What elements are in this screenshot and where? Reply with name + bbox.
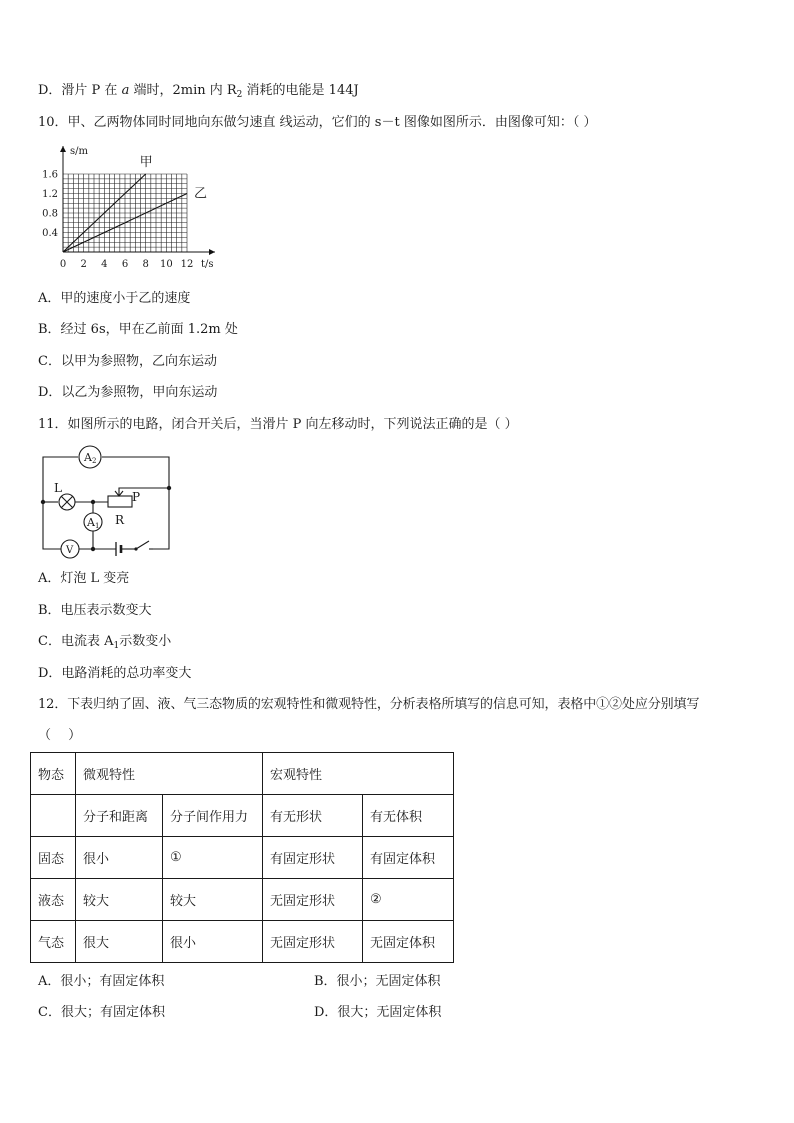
table-header-cell: 物态 [31,753,76,795]
y-axis-label: s/m [70,146,88,157]
q9-option-d-sub: 2 [236,90,243,100]
resistor-label: R [115,513,125,527]
q11-option-c [38,633,171,655]
junction-dot [167,486,171,490]
table-row [31,837,454,879]
table-cell: ① [163,837,263,879]
table-row [31,879,454,921]
x-tick-label: 0 [59,259,67,270]
q12-option-c: C．很大；有固定体积 [38,1005,165,1020]
x-tick-label: 12 [180,259,194,270]
junction-dot [41,500,45,504]
table-header-cell: 宏观特性 [263,753,454,795]
q9-option-d-var: a [121,83,130,98]
ammeter-a2-label: A2 [84,451,97,465]
q11-stem: 11．如图所示的电路，闭合开关后，当滑片 P 向左移动时，下列说法正确的是（ ） [38,417,518,432]
ammeter-a1-label: A1 [87,516,100,530]
q9-option-d-mid: 端时，2min 内 R [129,83,237,98]
q11-option-d: D．电路消耗的总功率变大 [38,666,192,681]
table-cell: 较大 [76,879,163,921]
table-cell: 很小 [76,837,163,879]
lamp-label: L [54,481,62,495]
slider-label: P [132,490,141,504]
wire-right [153,488,169,549]
y-tick-label: 0.8 [42,208,58,220]
rheostat-icon [108,496,132,507]
q11-option-a: A．灯泡 L 变亮 [38,571,130,586]
switch-icon [136,541,149,549]
table-cell: 很小 [163,921,263,963]
q9-option-d-suffix: 消耗的电能是 144J [242,83,359,98]
series-label-2: 乙 [194,186,208,202]
y-tick-label: 1.6 [42,169,58,181]
matter-properties-table [30,752,454,963]
x-tick-label: 2 [80,259,87,270]
table-cell: 较大 [163,879,263,921]
q11-option-c-text: C．电流表 A [38,634,114,649]
table-header-cell: 分子和距离 [76,795,163,837]
q12-stem: 12．下表归纳了固、液、气三态物质的宏观特性和微观特性，分析表格所填写的信息可知，表格中①②处应分别填写 [38,697,700,712]
table-header-cell: 微观特性 [76,753,263,795]
slider-wire [119,488,169,496]
q10-option-b: B．经过 6s，甲在乙前面 1.2m 处 [38,322,238,337]
y-tick-label: 1.2 [42,189,58,200]
q12-option-a: A．很小；有固定体积 [38,974,165,989]
table-cell: 无固定体积 [363,921,454,963]
chart-grid [63,174,187,252]
series-label-1: 甲 [139,155,153,170]
table-cell [31,795,76,837]
st-graph [38,140,228,280]
chart-axes [60,146,215,255]
y-tick-label: 0.4 [42,228,58,239]
table-cell: 固态 [31,837,76,879]
q11-option-c-sub: 1 [113,641,120,651]
x-tick-label: 8 [142,259,149,270]
voltmeter-label: V [66,545,74,556]
q9-option-d-text: D．滑片 P 在 [38,83,122,98]
q9-option-d [38,82,359,104]
q11-option-c-suffix: 示数变小 [119,634,172,649]
q10-option-c: C．以甲为参照物，乙向东运动 [38,354,217,369]
table-cell: 气态 [31,921,76,963]
q12-stem-blank: （ ） [38,728,82,743]
q10-option-a: A．甲的速度小于乙的速度 [38,291,191,306]
x-axis-label: t/s [201,259,214,270]
wire-top-left [43,457,78,502]
table-cell: 很大 [76,921,163,963]
junction-dot [91,500,95,504]
table-header-row [31,753,454,795]
table-header-cell: 有无体积 [363,795,454,837]
table-row [31,921,454,963]
table-header-cell: 分子间作用力 [163,795,263,837]
table-cell: 无固定形状 [263,879,363,921]
q12-option-b: B．很小；无固定体积 [314,974,441,989]
table-cell: 有固定体积 [363,837,454,879]
wire-left-bottom [43,502,61,549]
q11-option-b: B．电压表示数变大 [38,603,152,618]
junction-dot [91,547,95,551]
table-cell: ② [363,879,454,921]
wire-top-right [102,457,169,488]
table-header-cell: 有无形状 [263,795,363,837]
x-axis-arrow-icon [209,249,215,255]
table-cell: 有固定形状 [263,837,363,879]
q12-option-d: D．很大；无固定体积 [314,1005,442,1020]
x-tick-label: 10 [159,259,173,270]
q10-stem: 10．甲、乙两物体同时同地向东做匀速直 线运动，它们的 s－t 图像如图所示．由图像可知：（ ） [38,115,597,130]
x-tick-label: 4 [101,259,108,270]
table-cell: 无固定形状 [263,921,363,963]
table-cell: 液态 [31,879,76,921]
y-axis-arrow-icon [60,146,66,152]
x-tick-label: 6 [121,259,129,270]
q10-option-d: D．以乙为参照物，甲向东运动 [38,385,218,400]
circuit-diagram [30,440,190,565]
table-subheader-row [31,795,454,837]
